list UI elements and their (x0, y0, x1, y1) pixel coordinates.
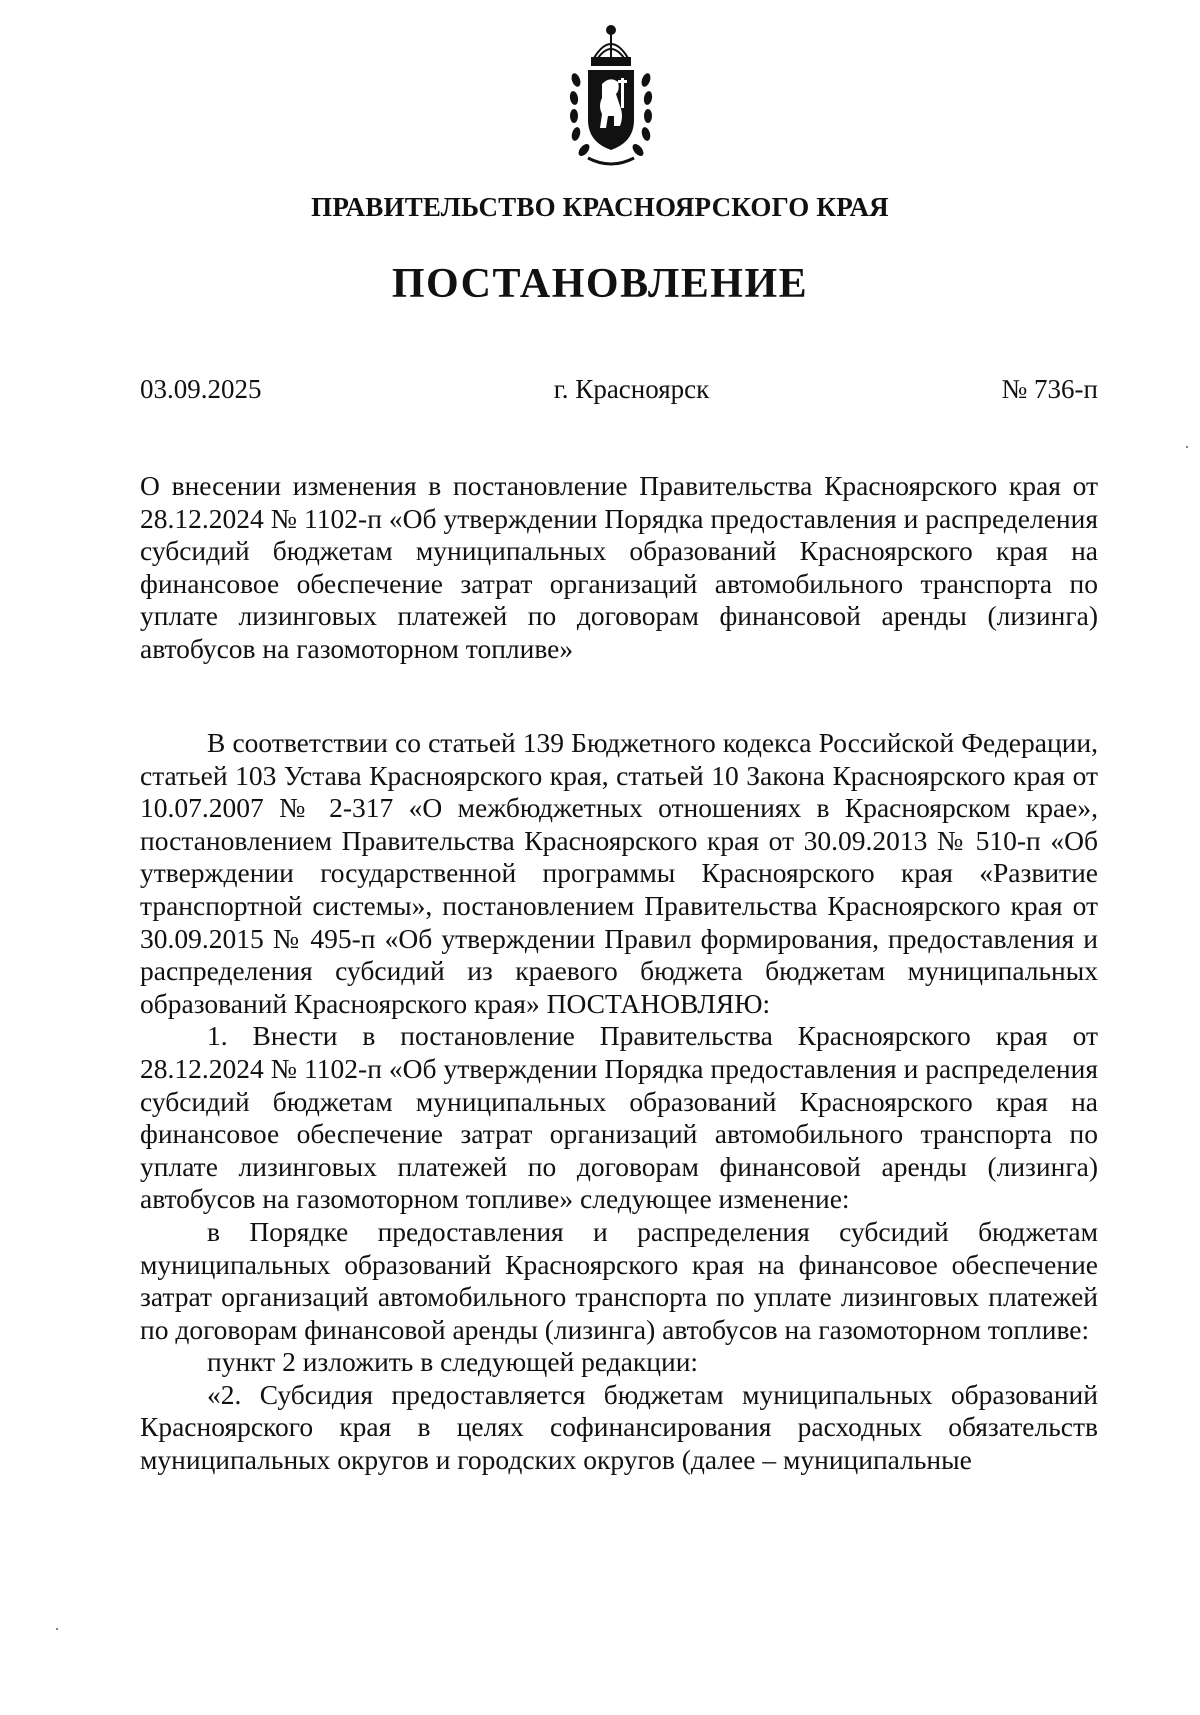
point-2-intro-paragraph: пункт 2 изложить в следующей редакции: (207, 1346, 699, 1378)
point-2-text-paragraph: «2. Субсидия предоставляется бюджетам муниципальных образований Красноярского края в целях софинансирования расходных обязательств муниципальных округов и городских округов (далее – муниципальные (140, 1378, 1098, 1476)
item-1-paragraph: 1. Внести в постановление Правительства Красноярского края от 28.12.2024 № 1102-п «Об утверждении Порядка предоставления и распределения субсидий бюджетам муниципальных образований Красноярского края на финансовое обеспечение затрат организаций автомобильного транспорта по уплате лизинговых платежей по договорам финансовой аренды (лизинга) автобусов на газомоторном топливе» следующее изменение: (140, 1020, 1098, 1215)
document-type-title: ПОСТАНОВЛЕНИЕ (391, 261, 809, 307)
document-place: г. Красноярск (553, 374, 710, 404)
scan-speck (1186, 446, 1188, 448)
issuing-authority: ПРАВИТЕЛЬСТВО КРАСНОЯРСКОГО КРАЯ (311, 192, 889, 222)
document-number: № 736-п (1001, 374, 1098, 404)
document-body (140, 727, 1098, 1477)
document-meta-row (140, 374, 1098, 405)
scan-speck (56, 1628, 58, 1630)
krasnoyarsk-coat-of-arms-icon (566, 20, 656, 170)
document-heading: О внесении изменения в постановление Правительства Красноярского края от 28.12.2024 № 1102-п «Об утверждении Порядка предоставления и распределения субсидий бюджетам муниципальных образований Красноярского края на финансовое обеспечение затрат организаций автомобильного транспорта по уплате лизинговых платежей по договорам финансовой аренды (лизинга) автобусов на газомоторном топливе» (140, 470, 1098, 664)
order-amendment-paragraph: в Порядке предоставления и распределения субсидий бюджетам муниципальных образований Красноярского края на финансовое обеспечение затрат организаций автомобильного транспорта по уплате лизинговых платежей по договорам финансовой аренды (лизинга) автобусов на газомоторном топливе: (140, 1215, 1098, 1345)
preamble-paragraph: В соответствии со статьей 139 Бюджетного кодекса Российской Федерации, статьей 103 Устава Красноярского края, статьей 10 Закона Красноярского края от 10.07.2007 № 2-317 «О межбюджетных отношениях в Красноярском крае», постановлением Правительства Красноярского края от 30.09.2013 № 510-п «Об утверждении государственной программы Красноярского края «Развитие транспортной системы», постановлением Правительства Красноярского края от 30.09.2015 № 495-п «Об утверждении Правил формирования, предоставления и распределения субсидий из краевого бюджета бюджетам муниципальных образований Красноярского края» ПОСТАНОВЛЯЮ: (140, 727, 1098, 1019)
document-date: 03.09.2025 (140, 374, 262, 404)
